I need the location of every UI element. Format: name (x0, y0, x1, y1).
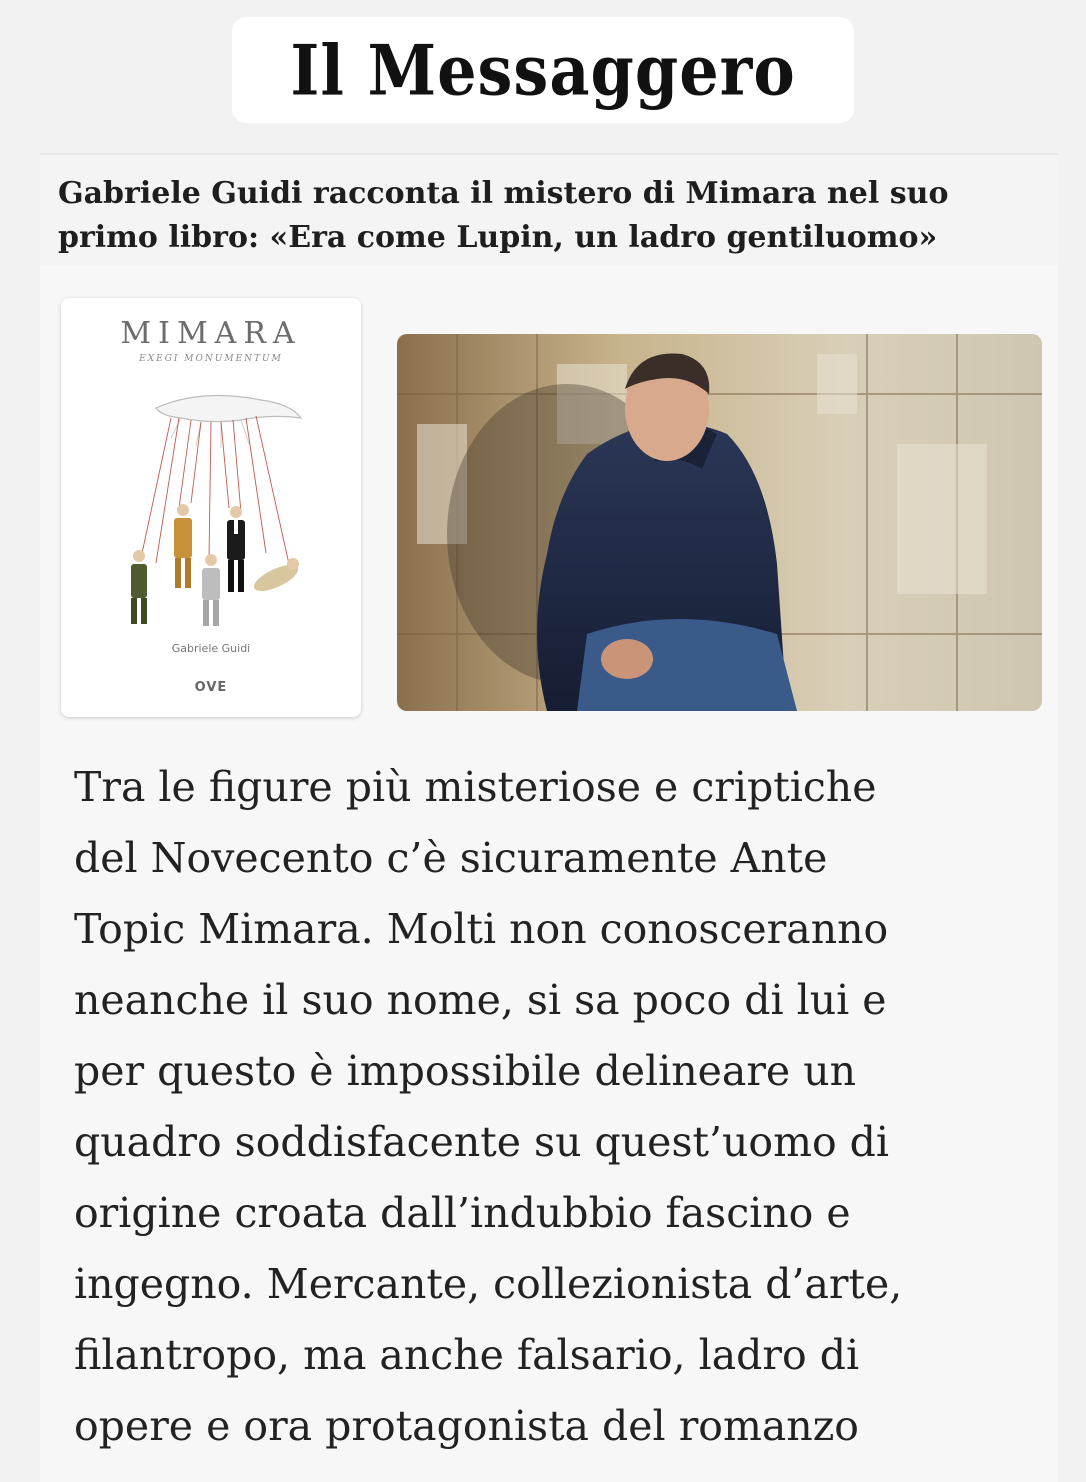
body-line: ingegno. Mercante, collezionista d’arte, (74, 1260, 903, 1308)
body-line: neanche il suo nome, si sa poco di lui e (74, 976, 887, 1024)
body-line: opere e ora protagonista del romanzo (74, 1402, 859, 1450)
headline-line: Gabriele Guidi racconta il mistero di Mimara nel suo (58, 176, 949, 211)
masthead[interactable] (232, 17, 854, 123)
article-headline[interactable] (58, 172, 1048, 260)
body-line: quadro soddisfacente su quest’uomo di (74, 1118, 890, 1166)
body-line: filantropo, ma anche falsario, ladro di (74, 1331, 860, 1379)
book-author: Gabriele Guidi (171, 642, 251, 655)
marionette-illustration (61, 378, 361, 638)
headline-line: primo libro: «Era come Lupin, un ladro gentiluomo» (58, 220, 938, 255)
book-cover-image[interactable] (61, 298, 361, 717)
body-line: Tra le figure più misteriose e criptiche (74, 763, 877, 811)
newspaper-logo: Il Messaggero (290, 29, 796, 111)
book-subtitle: EXEGI MONUMENTUM (139, 354, 283, 364)
author-photo[interactable] (397, 334, 1042, 711)
body-line: del Novecento c’è sicuramente Ante (74, 834, 828, 882)
publisher-logo: OVE (194, 680, 228, 695)
body-line: origine croata dall’indubbio fascino e (74, 1189, 851, 1237)
body-line: per questo è impossibile delineare un (74, 1047, 857, 1095)
body-line: Topic Mimara. Molti non conosceranno (74, 905, 889, 953)
book-title: MIMARA (120, 316, 302, 351)
author-photo-illustration (397, 334, 1042, 711)
article-body (74, 752, 1034, 1462)
